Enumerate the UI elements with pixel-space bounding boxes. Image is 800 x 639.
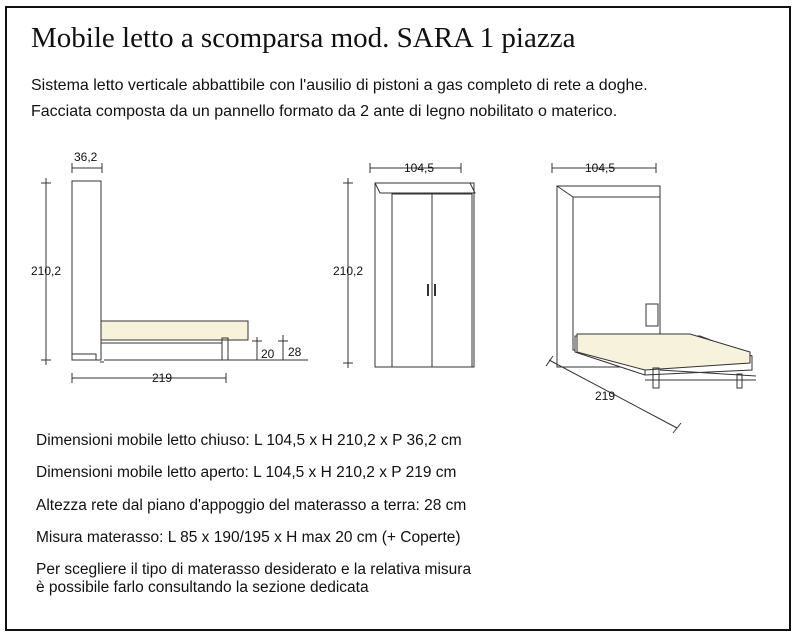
note-line-2: è possibile farlo consultando la sezione dedicata [36, 579, 369, 596]
front-height-label: 210,2 [333, 264, 364, 278]
mattress-height-label: 28 [288, 345, 302, 359]
open-width-label: 104,5 [585, 161, 616, 175]
spec-closed: Dimensioni mobile letto chiuso: L 104,5 x H 210,2 x P 36,2 cm [36, 432, 462, 449]
note-line-1: Per scegliere il tipo di materasso desiderato e la relativa misura [36, 561, 472, 578]
description-line-1: Sistema letto verticale abbattibile con l'ausilio di pistoni a gas completo di rete a doghe. [31, 77, 648, 94]
open-depth-label: 219 [595, 389, 616, 403]
spec-open: Dimensioni mobile letto aperto: L 104,5 x H 210,2 x P 219 cm [36, 464, 457, 481]
front-width-label: 104,5 [404, 161, 435, 175]
spec-net-height: Altezza rete dal piano d'appoggio del materasso a terra: 28 cm [36, 497, 467, 514]
net-height-label: 20 [261, 347, 275, 361]
side-depth-closed-label: 36,2 [74, 150, 98, 164]
description-line-2: Facciata composta da un pannello formato da 2 ante di legno nobilitato o materico. [31, 103, 618, 120]
side-depth-open-label: 219 [152, 371, 173, 385]
page-title: Mobile letto a scomparsa mod. SARA 1 piazza [31, 22, 576, 54]
side-height-label: 210,2 [31, 264, 62, 278]
open-perspective-drawing [546, 163, 756, 433]
spec-mattress: Misura materasso: L 85 x 190/195 x H max 20 cm (+ Coperte) [36, 529, 461, 546]
